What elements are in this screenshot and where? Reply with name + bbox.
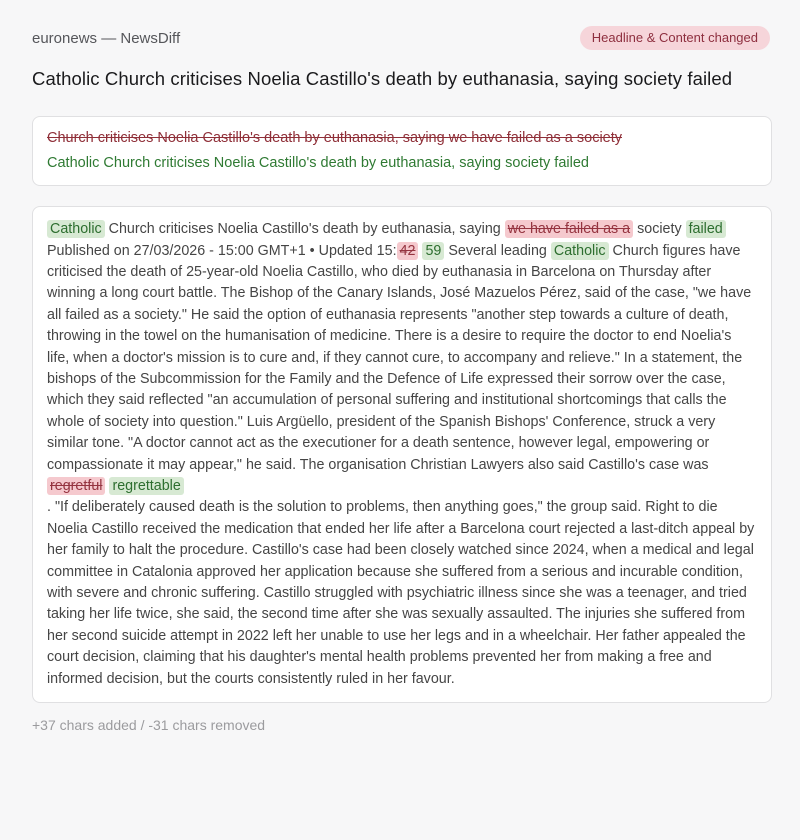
diff-added: regrettable	[109, 477, 183, 495]
change-status-badge: Headline & Content changed	[580, 26, 770, 50]
diff-added: 59	[422, 242, 444, 260]
diff-text: Church criticises Noelia Castillo's death by euthanasia, saying	[104, 221, 505, 238]
diff-added: Catholic	[47, 220, 105, 238]
new-headline: Catholic Church criticises Noelia Castillo's death by euthanasia, saying society failed	[47, 155, 589, 172]
diff-added: failed	[686, 220, 726, 238]
diff-removed: 42	[397, 242, 419, 260]
diff-text: society	[633, 221, 686, 238]
diff-text: Published on 27/03/2026 - 15:00 GMT+1 • Updated 15:	[47, 242, 397, 259]
diff-removed: we have failed as a	[505, 220, 633, 238]
headline-diff-card	[32, 116, 772, 186]
diff-text: Several leading	[444, 242, 551, 259]
diff-text: Church figures have criticised the death of 25-year-old Noelia Castillo, who died by euthanasia in Barcelona on Thursday after winning a long court battle. The Bishop of the Canary Islands, José Mazuelos Pérez, said of the case, "we have all failed as a society." He said the option of euthanasia represents "another step towards a culture of death, throwing in the towel on the humanisation of medicine. There is a desire to require the doctor to end Noelia's life, when a doctor's mission is to cure and, if they cannot cure, to accompany and relieve." In a statement, the bishops of the Subcommission for the Family and the Defence of Life expressed their sorrow over the case, which they said reflected "an accumulation of personal suffering and institutional shortcomings that calls the whole of society into question." Luis Argüello, president of the Spanish Bishops' Conference, struck a very similar tone. "A doctor cannot act as the executioner for a death sentence, however legal, empowering or compassionate it may appear," he said. The organisation Christian Lawyers also said Castillo's case was	[47, 242, 752, 473]
diff-added: Catholic	[551, 242, 609, 260]
diff-stats: +37 chars added / -31 chars removed	[32, 717, 266, 734]
diff-text: . "If deliberately caused death is the solution to problems, then anything goes," the group said. Right to die Noelia Castillo received the medication that ended her life after a Barcelona court rejected a last-ditch appeal by her family to halt the procedure. Castillo's case had been closely watched since 2024, when a medical and legal committee in Catalonia approved her application because she suffered from a serious and incurable condition, with severe and chronic suffering. Castillo struggled with psychiatric illness since she was a teenager, and tried taking her life twice, she said, the second time after she was sexually assaulted. The injuries she suffered from her second suicide attempt in 2022 left her unable to use her legs and in a wheelchair. Her father appealed the court decision, claiming that his daughter's mental health problems prevented her from making a free and informed decision, but the courts consistently ruled in her favour.	[47, 499, 755, 687]
content-diff-card	[32, 206, 772, 703]
diff-removed: regretful	[47, 477, 105, 495]
source-label: euronews — NewsDiff	[32, 29, 181, 47]
old-headline: Church criticises Noelia Castillo's death by euthanasia, saying we have failed as a society	[47, 130, 623, 147]
topbar	[32, 26, 770, 50]
page-title: Catholic Church criticises Noelia Castillo's death by euthanasia, saying society failed	[32, 68, 733, 89]
article-diff-body	[47, 219, 757, 690]
